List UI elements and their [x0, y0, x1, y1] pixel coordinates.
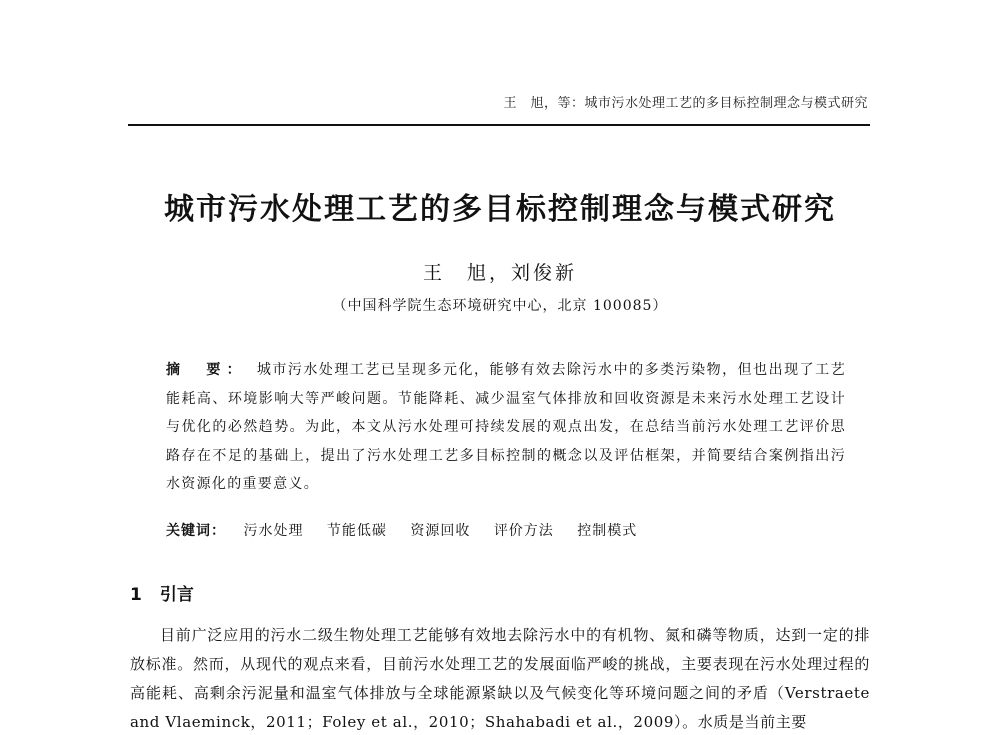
running-header: 王 旭，等：城市污水处理工艺的多目标控制理念与模式研究 [503, 96, 868, 111]
keywords [166, 520, 846, 540]
keyword-item: 控制模式 [577, 523, 638, 539]
section-number: 1 [130, 585, 142, 605]
section-title: 引言 [159, 585, 194, 605]
paper-title: 城市污水处理工艺的多目标控制理念与模式研究 [164, 192, 836, 227]
keyword-item: 节能低碳 [326, 523, 387, 539]
abstract-label: 摘 要： [166, 362, 247, 378]
authors: 王 旭，刘俊新 [422, 262, 577, 284]
keyword-item: 污水处理 [243, 523, 304, 539]
abstract-text: 城市污水处理工艺已呈现多元化，能够有效去除污水中的多类污染物，但也出现了工艺能耗高、环境影响大等严峻问题。节能降耗、减少温室气体排放和回收资源是未来污水处理工艺设计与优化的必然趋势。为此，本文从污水处理可持续发展的观点出发，在总结当前污水处理工艺评价思路存在不足的基础上，提出了污水处理工艺多目标控制的概念以及评估框架，并简要结合案例指出污水资源化的重要意义。 [166, 362, 846, 492]
keywords-label: 关键词： [166, 523, 226, 539]
affiliation: （中国科学院生态环境研究中心，北京 100085） [332, 298, 668, 314]
abstract [166, 356, 846, 499]
body-paragraph: 目前广泛应用的污水二级生物处理工艺能够有效地去除污水中的有机物、氮和磷等物质，达到一定的排放标准。然而，从现代的观点来看，目前污水处理工艺的发展面临严峻的挑战，主要表现在污水处理过程的高能耗、高剩余污泥量和温室气体排放与全球能源紧缺以及气候变化等环境问题之间的矛盾（Verstraete and Vlaeminck，2011；Foley et al.，2010；Shahabadi et al.，2009）。水质是当前主要 [130, 626, 870, 731]
keyword-item: 评价方法 [493, 523, 554, 539]
header-rule [128, 124, 870, 126]
keyword-item: 资源回收 [410, 523, 471, 539]
section-heading [130, 580, 194, 605]
